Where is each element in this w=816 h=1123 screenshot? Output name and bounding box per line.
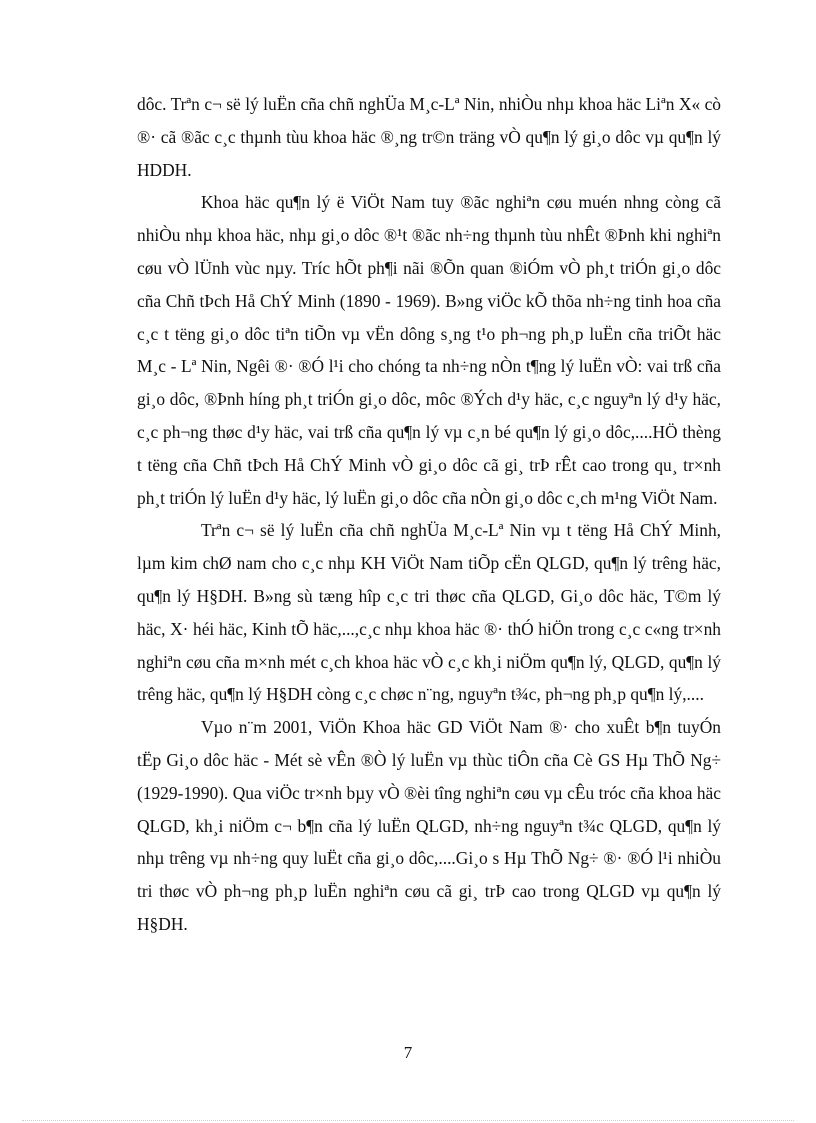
paragraph-continuation: dôc. Trªn c¬ së lý luËn cña chñ nghÜa M¸c-Lª Nin, nhiÒu nhµ khoa häc Liªn X« cò ®· cã ®ãc c¸c thµnh tùu khoa häc ®¸ng tr©n träng vÒ qu¶n lý gi¸o dôc vµ qu¶n lý HDDH. [137,94,721,180]
page-number: 7 [403,1043,413,1062]
footer-divider [22,1120,794,1121]
paragraph-vietnam-management-science: Khoa häc qu¶n lý ë ViÖt Nam tuy ®ãc nghiªn cøu muén nhng còng cã nhiÒu nhµ khoa häc, nhµ gi¸o dôc ®¹t ®ãc nh÷ng thµnh tùu nhÊt ®Þnh khi nghiªn cøu vÒ lÜnh vùc nµy. Tríc hÕt ph¶i nãi ®Õn quan ®iÓm vÒ ph¸t triÓn gi¸o dôc cña Chñ tÞch Hå ChÝ Minh (1890 - 1969). B»ng viÖc kÕ thõa nh÷ng tinh hoa cña c¸c t tëng gi¸o dôc tiªn tiÕn vµ vËn dông s¸ng t¹o ph¬ng ph¸p luËn cña triÕt häc M¸c - Lª Nin, Ngêi ®· ®Ó l¹i cho chóng ta nh÷ng nÒn t¶ng lý luËn vÒ: vai trß cña gi¸o dôc, ®Þnh híng ph¸t triÓn gi¸o dôc, môc ®Ých d¹y häc, c¸c nguyªn lý d¹y häc, c¸c ph¬ng thøc d¹y häc, vai trß cña qu¶n lý vµ c¸n bé qu¶n lý gi¸o dôc,....HÖ thèng t tëng cña Chñ tÞch Hå ChÝ Minh vÒ gi¸o dôc cã gi¸ trÞ rÊt cao trong qu¸ tr×nh ph¸t triÓn lý luËn d¹y häc, lý luËn gi¸o dôc cña nÒn gi¸o dôc c¸ch m¹ng ViÖt Nam. [137,192,721,508]
paragraph-ha-the-ngu: Vµo n¨m 2001, ViÖn Khoa häc GD ViÖt Nam ®· cho xuÊt b¶n tuyÓn tËp Gi¸o dôc häc - Mét sè vÊn ®Ò lý luËn vµ thùc tiÔn cña Cè GS Hµ ThÕ Ng÷ (1929-1990). Qua viÖc tr×nh bµy vÒ ®èi tîng nghiªn cøu vµ cÊu tróc cña khoa häc QLGD, kh¸i niÖm c¬ b¶n cña lý luËn QLGD, nh÷ng nguyªn t¾c QLGD, qu¶n lý nhµ trêng vµ nh÷ng quy luËt cña gi¸o dôc,....Gi¸o s Hµ ThÕ Ng÷ ®· ®Ó l¹i nhiÒu tri thøc vÒ ph¬ng ph¸p luËn nghiªn cøu cã gi¸ trÞ cao trong QLGD vµ qu¶n lý H§DH. [137,717,721,934]
body-text [137,88,721,941]
paragraph-marxist-foundation: Trªn c¬ së lý luËn cña chñ nghÜa M¸c-Lª Nin vµ t tëng Hå ChÝ Minh, lµm kim chØ nam cho c¸c nhµ KH ViÖt Nam tiÕp cËn QLGD, qu¶n lý trêng häc, qu¶n lý H§DH. B»ng sù tæng hîp c¸c tri thøc cña QLGD, Gi¸o dôc häc, T©m lý häc, X· héi häc, Kinh tÕ häc,...,c¸c nhµ khoa häc ®· thÓ hiÖn trong c¸c c«ng tr×nh nghiªn cøu cña m×nh mét c¸ch khoa häc vÒ c¸c kh¸i niÖm qu¶n lý, QLGD, qu¶n lý trêng häc, qu¶n lý H§DH còng c¸c chøc n¨ng, nguyªn t¾c, ph¬ng ph¸p qu¶n lý,.... [137,520,721,705]
